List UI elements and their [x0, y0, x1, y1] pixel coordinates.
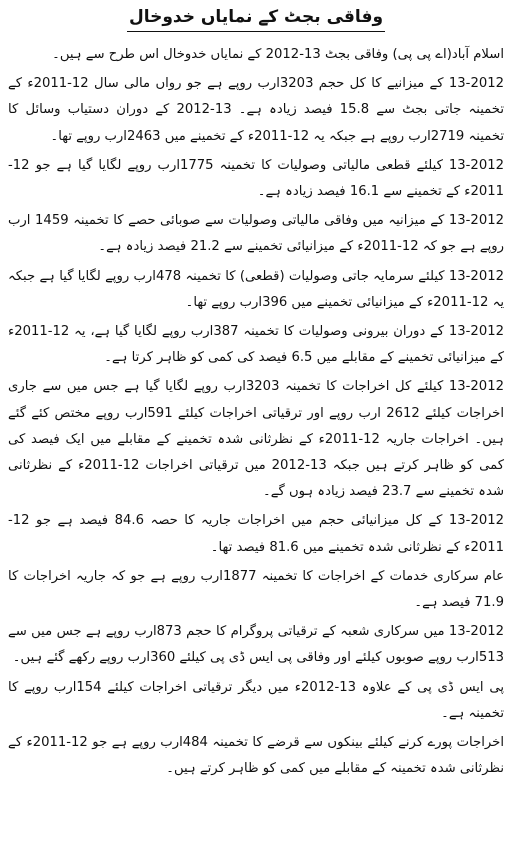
article-body — [8, 42, 504, 782]
paragraph: 13-2012 کیلئے قطعی مالیاتی وصولیات کا تخمینہ 1775ارب روپے لگایا گیا ہے جو 12-2011ء کے تخمینے سے 16.1 فیصد زیادہ ہے۔ — [8, 157, 504, 200]
paragraph: 13-2012 کے میزانیہ میں وفاقی مالیاتی وصولیات سے صوبائی حصے کا تخمینہ 1459 ارب روپے ہے جو کہ 12-2011ء کے میزانیائی تخمینے سے 21.2 فیصد زیادہ ہے۔ — [8, 213, 504, 255]
title-wrap — [8, 4, 504, 32]
paragraph: 13-2012 کیلئے کل اخراجات کا تخمینہ 3203ارب روپے لگایا گیا ہے جس میں سے جاری اخراجات کیلئے 2612 ارب روپے اور ترقیاتی اخراجات کیلئے 591ارب روپے مختص کئے گئے ہیں۔ اخراجات جاریہ 12-2011ء کے نظرثانی شدہ تخمینے کے مقابلے میں ایک فیصد کی کمی کو ظاہر کرتے ہیں جبکہ 13-2012 میں ترقیاتی اخراجات 12-2011ء کے نظرثانی شدہ تخمینے سے 23.7 فیصد زیادہ ہوں گے۔ — [8, 379, 505, 500]
paragraph: 13-2012 کے دوران بیرونی وصولیات کا تخمینہ 387ارب روپے لگایا گیا ہے، یہ 12-2011ء کے میزانیائی تخمینے کے مقابلے میں 6.5 فیصد کی کمی کو ظاہر کرتا ہے۔ — [8, 324, 504, 366]
paragraph: عام سرکاری خدمات کے اخراجات کا تخمینہ 1877ارب روپے ہے جو کہ جاریہ اخراجات کا 71.9 فیصد ہے۔ — [8, 568, 504, 611]
page-title: وفاقی بجٹ کے نمایاں خدوخال — [127, 4, 385, 32]
paragraph: 13-2012 کے کل میزانیائی حجم میں اخراجات جاریہ کا حصہ 84.6 فیصد ہے جو 12-2011ء کے نظرثانی شدہ تخمینے میں 81.6 فیصد تھا۔ — [8, 513, 505, 555]
paragraph: 13-2012 کیلئے سرمایہ جاتی وصولیات (قطعی) کا تخمینہ 478ارب روپے لگایا گیا ہے جبکہ یہ 12-2011ء کے میزانیائی تخمینے میں 396ارب روپے تھا۔ — [8, 268, 504, 310]
paragraph: اسلام آباد(اے پی پی) وفاقی بجٹ 13-2012 کے نمایاں خدوخال اس طرح سے ہیں۔ — [52, 47, 504, 62]
paragraph: اخراجات پورے کرنے کیلئے بینکوں سے قرضے کا تخمینہ 484ارب روپے ہے جو 12-2011ء کے نظرثانی شدہ تخمینہ کے مقابلے میں کمی کو ظاہر کرتے ہیں۔ — [8, 735, 504, 777]
paragraph: پی ایس ڈی پی کے علاوہ 13-2012ء میں دیگر ترقیاتی اخراجات کیلئے 154ارب روپے کا تخمینہ ہے۔ — [8, 679, 504, 721]
paragraph: 13-2012 میں سرکاری شعبہ کے ترقیاتی پروگرام کا حجم 873ارب روپے ہے جس میں سے 513ارب روپے صوبوں کیلئے اور وفاقی پی ایس ڈی پی کیلئے 360ارب روپے رکھے گئے ہیں۔ — [8, 624, 504, 666]
paragraph: 13-2012 کے میزانیے کا کل حجم 3203ارب روپے ہے جو رواں مالی سال 12-2011ء کے تخمینہ جاتی بجٹ سے 15.8 فیصد زیادہ ہے۔ 13-2012 کے دوران دستیاب وسائل کا تخمینہ 2719ارب روپے ہے جبکہ یہ 12-2011ء کے تخمینے میں 2463ارب روپے تھا۔ — [8, 76, 505, 144]
